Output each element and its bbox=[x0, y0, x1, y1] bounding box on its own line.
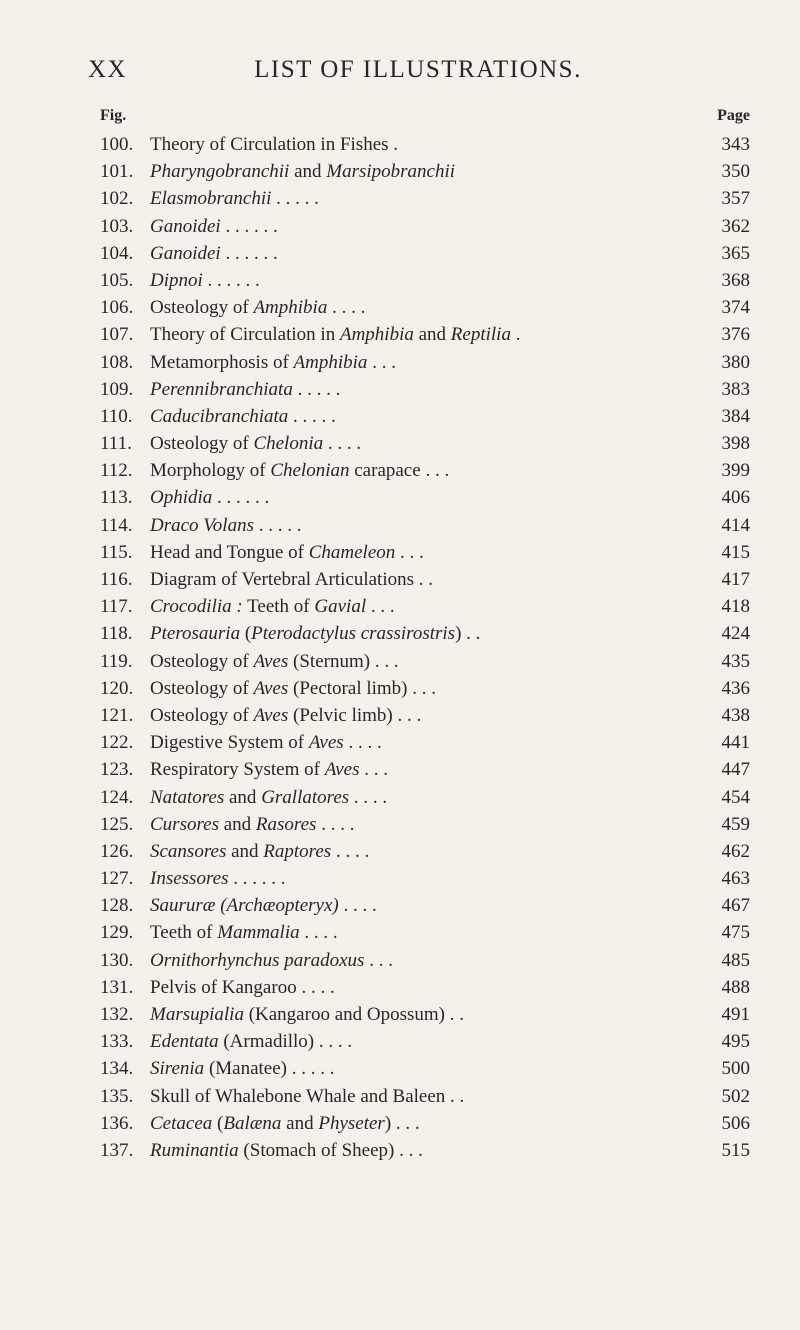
page-numeral: XX bbox=[88, 56, 128, 83]
page-number: 491 bbox=[721, 1004, 750, 1025]
list-item bbox=[100, 240, 750, 267]
figure-number: 128. bbox=[100, 895, 134, 917]
list-item bbox=[100, 213, 750, 240]
figure-number: 137. bbox=[100, 1139, 134, 1161]
leader-dots: . . . . bbox=[331, 840, 370, 862]
figure-caption bbox=[150, 593, 395, 620]
figure-caption bbox=[150, 539, 424, 566]
caption-part: Amphibia bbox=[253, 297, 328, 319]
leader-dots: . . . bbox=[364, 949, 393, 971]
page-number: 417 bbox=[721, 569, 750, 590]
list-item bbox=[100, 702, 750, 729]
caption-part: Gavial bbox=[314, 596, 367, 618]
list-item bbox=[100, 430, 750, 457]
caption-part: Theory of Circulation in Fishes bbox=[150, 134, 389, 155]
figure-number: 115. bbox=[100, 541, 133, 563]
caption-part: Diagram of Vertebral Articulations bbox=[150, 569, 414, 590]
page-number: 418 bbox=[721, 596, 750, 618]
list-item bbox=[100, 648, 750, 675]
caption-part: Head and Tongue of bbox=[150, 541, 309, 563]
list-item bbox=[100, 185, 750, 212]
page-column-heading: Page bbox=[717, 107, 750, 124]
caption-part: Grallatores bbox=[261, 786, 350, 808]
caption-part: Respiratory System of bbox=[150, 759, 325, 781]
caption-part: Ornithorhynchus paradoxus bbox=[150, 949, 365, 971]
figure-number: 100. bbox=[100, 134, 134, 155]
list-item bbox=[100, 539, 750, 566]
figure-caption bbox=[150, 403, 336, 430]
list-item bbox=[100, 321, 750, 348]
figure-number: 134. bbox=[100, 1058, 134, 1080]
figure-number: 136. bbox=[100, 1112, 134, 1134]
figure-number: 109. bbox=[100, 378, 134, 400]
figure-number: 107. bbox=[100, 324, 134, 346]
figure-caption bbox=[150, 1137, 423, 1164]
figure-caption bbox=[150, 566, 433, 593]
figure-number: 103. bbox=[100, 215, 134, 237]
page-number: 454 bbox=[721, 786, 750, 808]
caption-part: Elasmobranchii bbox=[150, 188, 272, 210]
figure-caption bbox=[150, 620, 480, 647]
list-item bbox=[100, 974, 750, 1001]
leader-dots: . . . . bbox=[327, 297, 366, 319]
figure-number: 111. bbox=[100, 433, 132, 455]
page-number: 459 bbox=[721, 813, 750, 835]
leader-dots: . . . bbox=[359, 759, 389, 781]
page-number: 435 bbox=[721, 650, 750, 672]
page-number: 365 bbox=[721, 242, 750, 264]
list-item bbox=[100, 1110, 750, 1137]
list-item bbox=[100, 1083, 750, 1110]
page-number: 374 bbox=[721, 297, 750, 319]
caption-part: Amphibia bbox=[339, 324, 414, 346]
page-number: 376 bbox=[721, 324, 750, 346]
leader-dots: . . . . bbox=[299, 922, 338, 944]
caption-part: Pelvis of Kangaroo bbox=[150, 976, 297, 998]
page-number: 414 bbox=[721, 514, 750, 536]
figure-number: 118. bbox=[100, 623, 133, 645]
caption-part: Pterodactylus crassirostris bbox=[251, 623, 456, 645]
caption-part: (Kangaroo and Opossum) bbox=[243, 1004, 445, 1025]
leader-dots: . . . . bbox=[349, 786, 388, 808]
figure-caption bbox=[150, 240, 278, 267]
figure-caption bbox=[150, 919, 338, 946]
caption-part: Theory of Circulation in bbox=[150, 324, 340, 346]
caption-part: ( bbox=[212, 1112, 224, 1134]
caption-part: ) bbox=[384, 1112, 392, 1134]
caption-part: Marsipobranchii bbox=[326, 161, 456, 183]
figure-number: 131. bbox=[100, 976, 134, 998]
list-item bbox=[100, 1137, 750, 1164]
leader-dots: . . . bbox=[367, 351, 396, 373]
page-number: 406 bbox=[721, 487, 750, 509]
figure-number: 125. bbox=[100, 813, 134, 835]
page-number: 362 bbox=[721, 215, 750, 237]
page-number: 506 bbox=[721, 1112, 750, 1134]
figure-caption bbox=[150, 484, 269, 511]
caption-part: Draco Volans bbox=[150, 514, 254, 536]
list-item bbox=[100, 512, 750, 539]
caption-part: Morphology of bbox=[150, 460, 271, 482]
figure-number: 135. bbox=[100, 1085, 134, 1107]
list-item bbox=[100, 892, 750, 919]
list-item bbox=[100, 158, 750, 185]
list-item bbox=[100, 838, 750, 865]
figure-number: 132. bbox=[100, 1004, 134, 1025]
leader-dots: . . . . bbox=[314, 1031, 353, 1053]
page-number: 515 bbox=[721, 1139, 750, 1161]
page-number: 463 bbox=[721, 868, 750, 890]
figure-caption bbox=[150, 756, 388, 783]
figure-number: 119. bbox=[100, 650, 133, 672]
figure-number: 121. bbox=[100, 704, 134, 726]
list-item bbox=[100, 376, 750, 403]
caption-part: Aves bbox=[253, 677, 289, 699]
caption-part: Amphibia bbox=[293, 351, 368, 373]
list-item bbox=[100, 1001, 750, 1028]
figure-number: 104. bbox=[100, 242, 134, 264]
list-item bbox=[100, 1028, 750, 1055]
leader-dots: . . . . . bbox=[288, 405, 336, 427]
caption-part: Sirenia bbox=[150, 1058, 205, 1080]
caption-part: Ruminantia bbox=[150, 1139, 239, 1161]
caption-part: Metamorphosis of bbox=[150, 351, 294, 373]
page-number: 399 bbox=[721, 460, 750, 482]
figure-caption bbox=[150, 1110, 420, 1137]
leader-dots: . . . bbox=[391, 1112, 420, 1134]
page-number: 475 bbox=[721, 922, 750, 944]
list-item bbox=[100, 729, 750, 756]
leader-dots: . . . bbox=[407, 677, 437, 699]
list-item bbox=[100, 294, 750, 321]
page-number: 462 bbox=[721, 840, 750, 862]
figure-caption bbox=[150, 376, 340, 403]
list-item bbox=[100, 593, 750, 620]
fig-column-heading: Fig. bbox=[100, 107, 127, 124]
caption-part: Skull of Whalebone Whale and Baleen bbox=[150, 1085, 446, 1107]
caption-part: (Stomach of Sheep) bbox=[238, 1139, 395, 1161]
page-number: 398 bbox=[721, 433, 750, 455]
figure-caption bbox=[150, 349, 396, 376]
leader-dots: . . . bbox=[394, 1139, 423, 1161]
figure-number: 126. bbox=[100, 840, 134, 862]
caption-part: Dipnoi bbox=[150, 269, 203, 291]
figure-caption bbox=[150, 811, 354, 838]
page-number: 383 bbox=[721, 378, 750, 400]
caption-part: Mammalia bbox=[217, 922, 300, 944]
caption-part: Insessores bbox=[150, 868, 229, 890]
list-item bbox=[100, 1055, 750, 1082]
figure-number: 108. bbox=[100, 351, 134, 373]
caption-part: Cetacea bbox=[150, 1112, 213, 1134]
list-item bbox=[100, 403, 750, 430]
caption-part: Ophidia bbox=[150, 487, 213, 509]
figure-caption bbox=[150, 974, 335, 1001]
figure-caption bbox=[150, 185, 319, 212]
figure-caption bbox=[150, 321, 520, 348]
page-number: 502 bbox=[721, 1085, 750, 1107]
leader-dots: . . . bbox=[395, 541, 424, 563]
list-item bbox=[100, 620, 750, 647]
page-number: 357 bbox=[721, 188, 750, 210]
leader-dots: . . . bbox=[370, 650, 399, 672]
page-number: 380 bbox=[721, 351, 750, 373]
leader-dots: . bbox=[510, 324, 521, 346]
illustration-list bbox=[100, 131, 750, 1164]
list-item bbox=[100, 865, 750, 892]
figure-number: 113. bbox=[100, 487, 133, 509]
leader-dots: . . . . bbox=[296, 976, 335, 998]
caption-part: Aves bbox=[324, 759, 360, 781]
leader-dots: . . . . . . bbox=[220, 242, 278, 264]
caption-part: Physeter bbox=[318, 1112, 385, 1134]
caption-part: Balæna bbox=[223, 1112, 282, 1134]
figure-number: 110. bbox=[100, 405, 133, 427]
figure-number: 129. bbox=[100, 922, 134, 944]
figure-caption bbox=[150, 512, 301, 539]
leader-dots: . . . . bbox=[338, 895, 377, 917]
page-number: 384 bbox=[721, 405, 750, 427]
caption-part: (Pectoral limb) bbox=[288, 677, 408, 699]
list-item bbox=[100, 756, 750, 783]
caption-part: Osteology of bbox=[150, 433, 254, 455]
figure-caption bbox=[150, 648, 399, 675]
leader-dots: . . . . bbox=[316, 813, 355, 835]
page-number: 500 bbox=[721, 1058, 750, 1080]
caption-part: Osteology of bbox=[150, 704, 254, 726]
list-item bbox=[100, 919, 750, 946]
caption-part: Scansores bbox=[150, 840, 227, 862]
caption-part: Reptilia bbox=[450, 324, 511, 346]
caption-part: Aves bbox=[308, 732, 344, 754]
figure-caption bbox=[150, 838, 369, 865]
list-item bbox=[100, 675, 750, 702]
figure-number: 117. bbox=[100, 596, 133, 618]
leader-dots: . . . bbox=[366, 596, 395, 618]
figure-number: 124. bbox=[100, 786, 134, 808]
caption-part: Digestive System of bbox=[150, 732, 309, 754]
leader-dots: . bbox=[388, 134, 399, 155]
figure-number: 105. bbox=[100, 269, 134, 291]
leader-dots: . . bbox=[461, 623, 481, 645]
caption-part: and bbox=[281, 1112, 319, 1134]
caption-part: Perennibranchiata bbox=[150, 378, 293, 400]
figure-number: 116. bbox=[100, 569, 133, 590]
list-item bbox=[100, 811, 750, 838]
figure-caption bbox=[150, 294, 365, 321]
caption-part: Marsupialia bbox=[150, 1004, 244, 1025]
page-number: 488 bbox=[721, 976, 750, 998]
leader-dots: . . . bbox=[420, 460, 450, 482]
figure-caption bbox=[150, 892, 377, 919]
figure-number: 114. bbox=[100, 514, 133, 536]
page-number: 438 bbox=[721, 704, 750, 726]
list-item bbox=[100, 457, 750, 484]
figure-caption bbox=[150, 1001, 464, 1028]
caption-part: Teeth of bbox=[242, 596, 315, 618]
figure-caption bbox=[150, 1083, 464, 1110]
leader-dots: . . bbox=[414, 569, 433, 590]
figure-number: 106. bbox=[100, 297, 134, 319]
page-number: 447 bbox=[721, 759, 750, 781]
figure-caption bbox=[150, 158, 455, 185]
list-item bbox=[100, 349, 750, 376]
page-number: 495 bbox=[721, 1031, 750, 1053]
caption-part: Osteology of bbox=[150, 650, 254, 672]
figure-caption bbox=[150, 729, 382, 756]
list-item bbox=[100, 131, 750, 158]
page-number: 436 bbox=[721, 677, 750, 699]
list-item bbox=[100, 484, 750, 511]
caption-part: and bbox=[413, 324, 451, 346]
caption-part: Chameleon bbox=[308, 541, 396, 563]
caption-part: Raptores bbox=[263, 840, 332, 862]
caption-part: ) bbox=[455, 623, 462, 645]
caption-part: and bbox=[289, 161, 327, 183]
caption-part: Ganoidei bbox=[150, 242, 221, 264]
figure-number: 133. bbox=[100, 1031, 134, 1053]
caption-part: (Manatee) bbox=[204, 1058, 287, 1080]
figure-caption bbox=[150, 865, 285, 892]
leader-dots: . . . bbox=[392, 704, 422, 726]
figure-number: 120. bbox=[100, 677, 134, 699]
caption-part: carapace bbox=[349, 460, 421, 482]
caption-part: Rasores bbox=[255, 813, 317, 835]
caption-part: (Armadillo) bbox=[218, 1031, 315, 1053]
leader-dots: . . . . . bbox=[271, 188, 319, 210]
figure-caption bbox=[150, 457, 449, 484]
caption-part: Teeth of bbox=[150, 922, 218, 944]
caption-part: Pterosauria bbox=[150, 623, 241, 645]
caption-part: Natatores bbox=[150, 786, 225, 808]
figure-caption bbox=[150, 430, 361, 457]
caption-part: Osteology of bbox=[150, 677, 254, 699]
caption-part: and bbox=[218, 813, 256, 835]
page-number: 350 bbox=[721, 161, 750, 183]
caption-part: Osteology of bbox=[150, 297, 254, 319]
list-item bbox=[100, 267, 750, 294]
leader-dots: . . . . . bbox=[292, 378, 341, 400]
caption-part: Edentata bbox=[150, 1031, 219, 1053]
caption-part: Pharyngobranchii bbox=[150, 161, 290, 183]
figure-number: 122. bbox=[100, 732, 134, 754]
caption-part: Ganoidei bbox=[150, 215, 221, 237]
figure-number: 112. bbox=[100, 460, 133, 482]
page-number: 368 bbox=[721, 269, 750, 291]
leader-dots: . . bbox=[445, 1085, 465, 1107]
figure-caption bbox=[150, 267, 260, 294]
figure-caption bbox=[150, 213, 278, 240]
list-item bbox=[100, 566, 750, 593]
figure-number: 123. bbox=[100, 759, 134, 781]
caption-part: and bbox=[224, 786, 262, 808]
leader-dots: . . . . . bbox=[287, 1058, 335, 1080]
leader-dots: . . bbox=[445, 1004, 464, 1025]
figure-caption bbox=[150, 702, 421, 729]
caption-part: (Sternum) bbox=[288, 650, 371, 672]
caption-part: ( bbox=[240, 623, 252, 645]
figure-caption bbox=[150, 1028, 352, 1055]
list-item bbox=[100, 947, 750, 974]
page-number: 441 bbox=[721, 732, 750, 754]
caption-part: Cursores bbox=[150, 813, 219, 835]
leader-dots: . . . . bbox=[323, 433, 362, 455]
figure-caption bbox=[150, 675, 436, 702]
page-number: 467 bbox=[721, 895, 750, 917]
caption-part: Crocodilia : bbox=[150, 596, 243, 618]
caption-part: Aves bbox=[253, 704, 289, 726]
leader-dots: . . . . . . bbox=[202, 269, 260, 291]
page-title: LIST OF ILLUSTRATIONS. bbox=[254, 56, 582, 83]
leader-dots: . . . . . . bbox=[212, 487, 270, 509]
caption-part: Caducibranchiata bbox=[150, 405, 289, 427]
leader-dots: . . . . . . bbox=[220, 215, 278, 237]
figure-number: 127. bbox=[100, 868, 134, 890]
list-item bbox=[100, 784, 750, 811]
caption-part: and bbox=[226, 840, 264, 862]
page-number: 415 bbox=[721, 541, 750, 563]
page-number: 485 bbox=[721, 949, 750, 971]
caption-part: Saururæ (Archæopteryx) bbox=[150, 895, 339, 917]
figure-number: 130. bbox=[100, 949, 134, 971]
figure-caption bbox=[150, 784, 387, 811]
page-number: 343 bbox=[721, 134, 750, 155]
caption-part: Chelonian bbox=[270, 460, 350, 482]
caption-part: Chelonia bbox=[253, 433, 324, 455]
leader-dots: . . . . bbox=[343, 732, 382, 754]
figure-caption bbox=[150, 1055, 335, 1082]
figure-caption bbox=[150, 131, 398, 158]
page-number: 424 bbox=[721, 623, 750, 645]
figure-caption bbox=[150, 947, 393, 974]
caption-part: (Pelvic limb) bbox=[288, 704, 393, 726]
figure-number: 101. bbox=[100, 161, 134, 183]
leader-dots: . . . . . bbox=[253, 514, 302, 536]
leader-dots: . . . . . . bbox=[228, 868, 286, 890]
caption-part: Aves bbox=[253, 650, 289, 672]
figure-number: 102. bbox=[100, 188, 134, 210]
